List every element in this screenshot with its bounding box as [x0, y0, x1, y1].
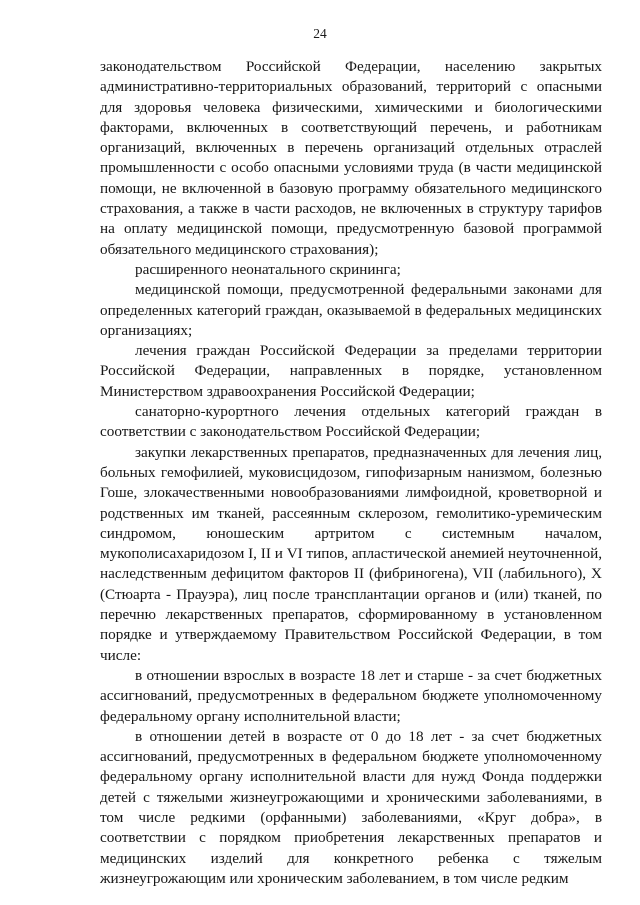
paragraph-adults: в отношении взрослых в возрасте 18 лет и старше - за счет бюджетных ассигнований, предусмотренных в федеральном бюджете уполномоченному федеральному органу исполнительной власти;: [100, 666, 602, 725]
document-body: [100, 57, 602, 889]
paragraph-drug-procurement: закупки лекарственных препаратов, предназначенных для лечения лиц, больных гемофилией, муковисцидозом, гипофизарным нанизмом, болезнью Гоше, злокачественными новообразованиями лимфоидной, кроветворной и родственных им тканей, рассеянным склерозом, гемолитико-уремическим синдромом, юношеским артритом с системным началом, мукополисахаридозом I, II и VI типов, апластической анемией неуточненной, наследственным дефицитом факторов II (фибриногена), VII (лабильного), X (Стюарта - Прауэра), лиц после трансплантации органов и (или) тканей, по перечню лекарственных препаратов, сформированному в установленном порядке и утверждаемому Правительством Российской Федерации, в том числе:: [100, 443, 602, 664]
paragraph-children: в отношении детей в возрасте от 0 до 18 лет - за счет бюджетных ассигнований, предусмотренных в федеральном бюджете уполномоченному федеральному органу исполнительной власти для нужд Фонда поддержки детей с тяжелыми жизнеугрожающими и хроническими заболеваниями, в том числе редкими (орфанными) заболеваниями, «Круг добра», в соответствии с порядком приобретения лекарственных препаратов и медицинских изделий для конкретного ребенка с тяжелым жизнеугрожающим или хроническим заболеванием, в том числе редким: [100, 727, 602, 887]
paragraph-continuation: законодательством Российской Федерации, населению закрытых административно-территориальных образований, территорий с опасными для здоровья человека физическими, химическими и биологическими факторами, включенных в соответствующий перечень, и работникам организаций, включенных в перечень организаций отдельных отраслей промышленности с особо опасными условиями труда (в части медицинской помощи, не включенной в базовую программу обязательного медицинского страхования, а также в части расходов, не включенных в структуру тарифов на оплату медицинской помощи, предусмотренную базовой программой обязательного медицинского страхования);: [100, 58, 602, 258]
page-number: 24: [313, 26, 327, 41]
paragraph-sanatorium-treatment: санаторно-курортного лечения отдельных категорий граждан в соответствии с законодательством Российской Федерации;: [100, 403, 602, 441]
paragraph-treatment-abroad: лечения граждан Российской Федерации за пределами территории Российской Федерации, направленных в порядке, установленном Министерством здравоохранения Российской Федерации;: [100, 342, 602, 400]
paragraph-federal-medical-care: медицинской помощи, предусмотренной федеральными законами для определенных категорий граждан, оказываемой в федеральных медицинских организациях;: [100, 281, 602, 339]
paragraph-neonatal-screening: расширенного неонатального скрининга;: [135, 260, 401, 278]
